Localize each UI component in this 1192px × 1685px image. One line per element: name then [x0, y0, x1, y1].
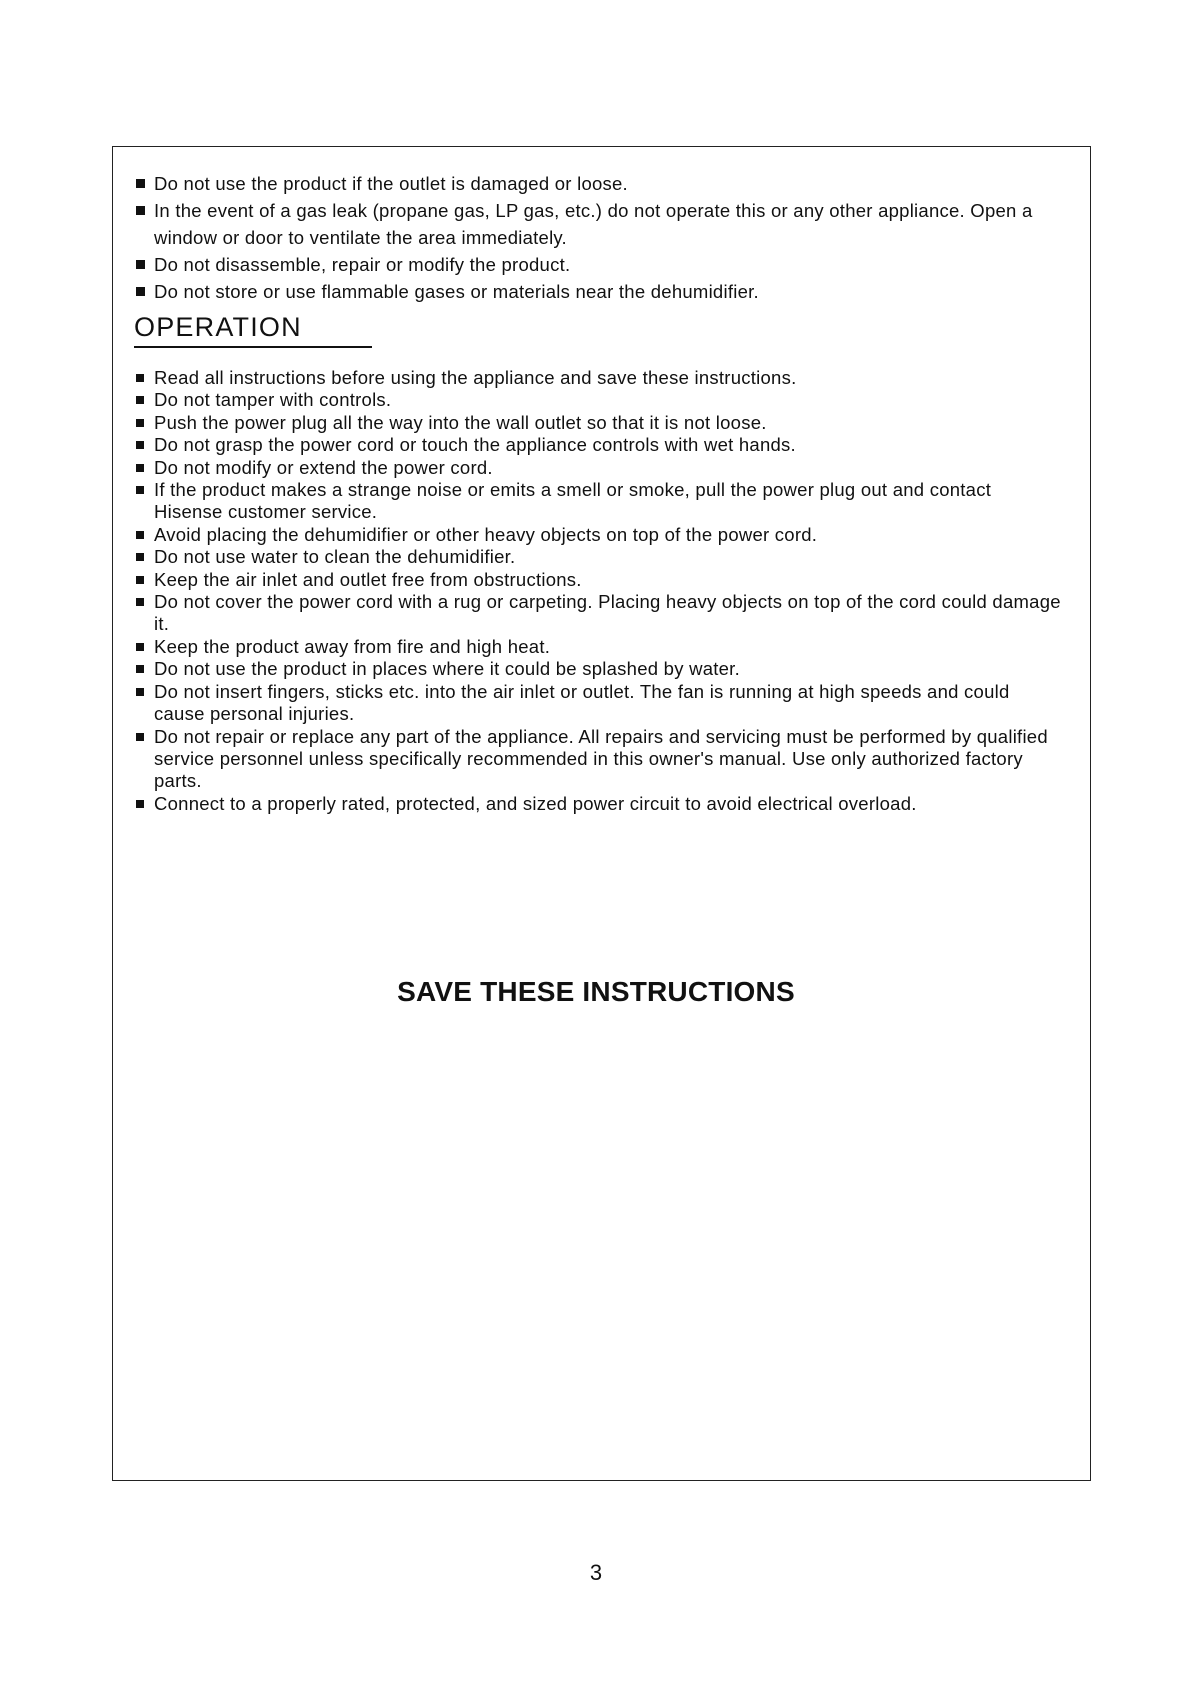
bullet-square-icon [136, 464, 144, 472]
section-heading-operation: OPERATION [134, 311, 372, 348]
save-instructions-notice: SAVE THESE INSTRUCTIONS [397, 976, 795, 1007]
list-item: If the product makes a strange noise or emits a smell or smoke, pull the power plug out and contact Hisense customer service. [134, 479, 1064, 524]
bullet-square-icon [136, 553, 144, 561]
bullet-square-icon [136, 396, 144, 404]
list-item: Do not store or use flammable gases or materials near the dehumidifier. [134, 278, 1064, 305]
bullet-square-icon [136, 688, 144, 696]
bullet-square-icon [136, 576, 144, 584]
list-item: Do not use the product in places where it could be splashed by water. [134, 658, 1064, 680]
bullet-square-icon [136, 598, 144, 606]
bullet-square-icon [136, 206, 145, 215]
bullet-square-icon [136, 419, 144, 427]
bullet-square-icon [136, 665, 144, 673]
list-item: Read all instructions before using the appliance and save these instructions. [134, 367, 1064, 389]
list-item: Do not cover the power cord with a rug or carpeting. Placing heavy objects on top of the cord could damage it. [134, 591, 1064, 636]
list-item: In the event of a gas leak (propane gas, LP gas, etc.) do not operate this or any other appliance. Open a window or door to ventilate the area immediately. [134, 197, 1064, 251]
bullet-square-icon [136, 643, 144, 651]
list-item: Do not disassemble, repair or modify the product. [134, 251, 1064, 278]
bullet-square-icon [136, 179, 145, 188]
safety-warning-list [134, 170, 1064, 305]
bullet-square-icon [136, 733, 144, 741]
list-item: Keep the air inlet and outlet free from obstructions. [134, 569, 1064, 591]
list-item: Do not use the product if the outlet is damaged or loose. [134, 170, 1064, 197]
list-item: Do not tamper with controls. [134, 389, 1064, 411]
list-item: Do not repair or replace any part of the appliance. All repairs and servicing must be performed by qualified service personnel unless specifically recommended in this owner's manual. Use only authorized factory parts. [134, 726, 1064, 793]
list-item: Do not grasp the power cord or touch the appliance controls with wet hands. [134, 434, 1064, 456]
bullet-square-icon [136, 486, 144, 494]
bullet-square-icon [136, 531, 144, 539]
bullet-square-icon [136, 374, 144, 382]
list-item: Do not use water to clean the dehumidifier. [134, 546, 1064, 568]
list-item: Connect to a properly rated, protected, and sized power circuit to avoid electrical overload. [134, 793, 1064, 815]
list-item: Push the power plug all the way into the wall outlet so that it is not loose. [134, 412, 1064, 434]
page-number: 3 [589, 1560, 603, 1585]
list-item: Avoid placing the dehumidifier or other heavy objects on top of the power cord. [134, 524, 1064, 546]
bullet-square-icon [136, 287, 145, 296]
list-item: Do not insert fingers, sticks etc. into the air inlet or outlet. The fan is running at high speeds and could cause personal injuries. [134, 681, 1064, 726]
list-item: Keep the product away from fire and high heat. [134, 636, 1064, 658]
bullet-square-icon [136, 441, 144, 449]
bullet-square-icon [136, 800, 144, 808]
list-item: Do not modify or extend the power cord. [134, 457, 1064, 479]
bullet-square-icon [136, 260, 145, 269]
operation-instruction-list [134, 367, 1064, 815]
